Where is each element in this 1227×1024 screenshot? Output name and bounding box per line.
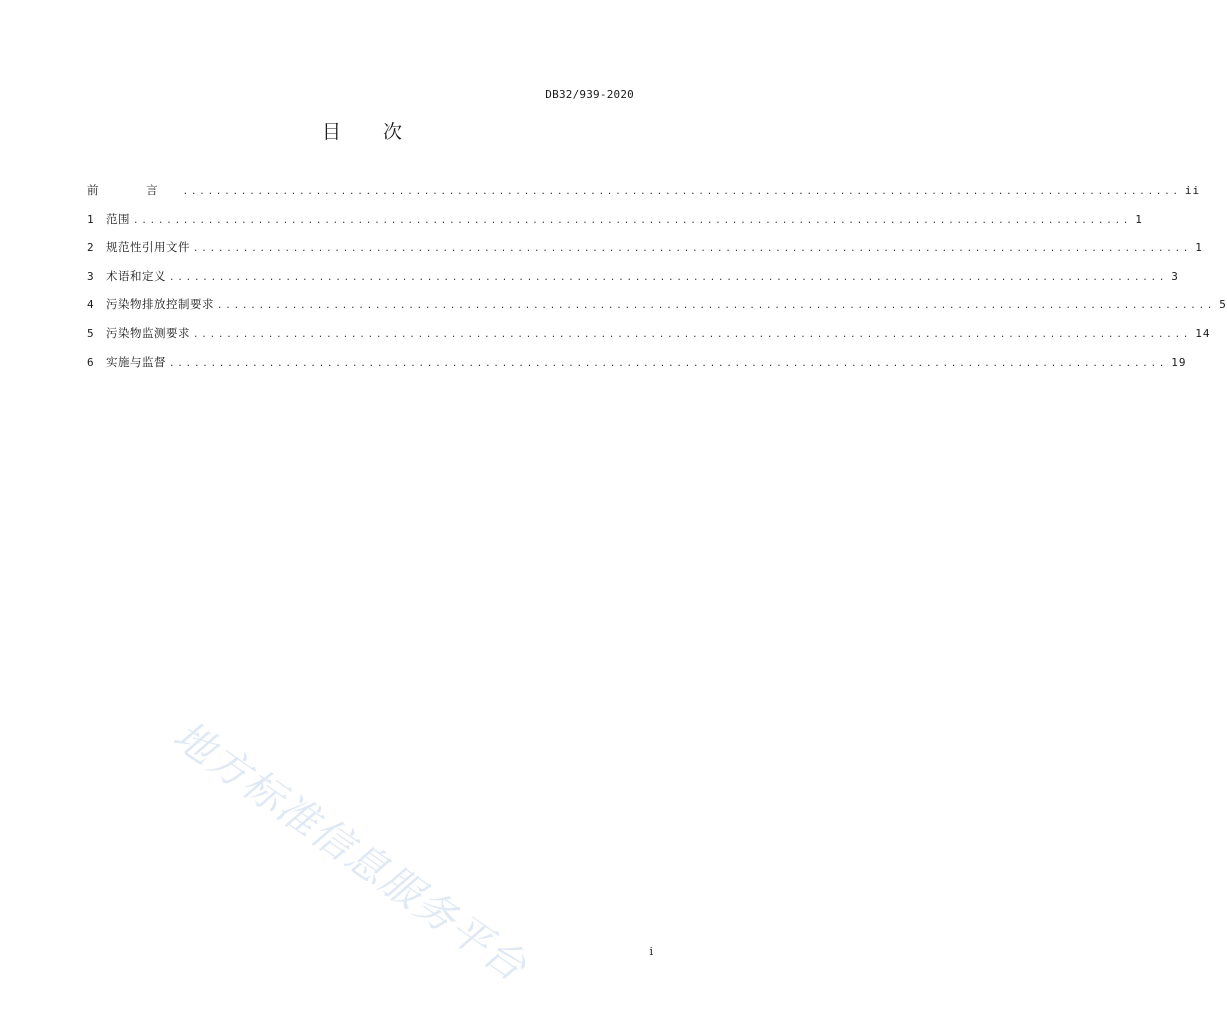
toc-item-number: 6 bbox=[87, 355, 94, 369]
toc-leader-dots: ........................................................................................................................ bbox=[169, 272, 1168, 283]
toc-leader-dots: ........................................................................................................................ bbox=[169, 358, 1168, 369]
toc-item-page: 19 bbox=[1171, 355, 1187, 369]
toc-item-page: 14 bbox=[1195, 326, 1211, 340]
toc-leader-dots: ........................................................................................................................ bbox=[217, 301, 1216, 312]
toc-item-page: 1 bbox=[1135, 212, 1143, 226]
toc-leader-dots: ........................................................................................................................ bbox=[193, 244, 1192, 255]
toc-item-label: 前 言 bbox=[87, 183, 180, 197]
toc-item-implementation[interactable] bbox=[87, 352, 1187, 381]
toc-item-terms-definitions[interactable] bbox=[87, 266, 1179, 295]
toc-leader-dots: ........................................................................................................................ bbox=[182, 187, 1181, 197]
toc-item-page: ii bbox=[1184, 184, 1201, 197]
toc-item-monitoring[interactable] bbox=[87, 323, 1211, 352]
toc-item-emission-control[interactable] bbox=[87, 294, 1227, 323]
toc-item-label: 范围 bbox=[106, 211, 130, 226]
toc-item-page: 3 bbox=[1171, 269, 1179, 283]
toc-item-scope[interactable] bbox=[87, 209, 1143, 238]
document-code: DB32/939-2020 bbox=[545, 88, 634, 101]
page-title: 目 次 bbox=[321, 121, 421, 143]
toc-item-page: 1 bbox=[1195, 241, 1203, 255]
toc-item-label: 污染物排放控制要求 bbox=[106, 297, 214, 312]
toc-item-label: 规范性引用文件 bbox=[106, 240, 190, 255]
toc-item-number: 5 bbox=[87, 326, 94, 340]
toc-item-label: 术语和定义 bbox=[106, 268, 166, 283]
toc-item-number: 4 bbox=[87, 298, 94, 312]
toc-item-foreword[interactable] bbox=[87, 180, 1201, 209]
toc-item-number: 2 bbox=[87, 241, 94, 255]
table-of-contents bbox=[87, 180, 1227, 380]
toc-item-label: 污染物监测要求 bbox=[106, 325, 190, 340]
toc-leader-dots: ........................................................................................................................ bbox=[193, 329, 1192, 340]
toc-leader-dots: ........................................................................................................................ bbox=[133, 215, 1132, 226]
toc-item-number: 1 bbox=[87, 212, 94, 226]
toc-item-number: 3 bbox=[87, 269, 94, 283]
watermark: 地方标准信息服务平台 bbox=[164, 712, 536, 992]
toc-item-label: 实施与监督 bbox=[106, 354, 166, 369]
toc-item-normative-references[interactable] bbox=[87, 237, 1203, 266]
page-number: i bbox=[649, 945, 653, 958]
toc-item-page: 5 bbox=[1219, 298, 1227, 312]
